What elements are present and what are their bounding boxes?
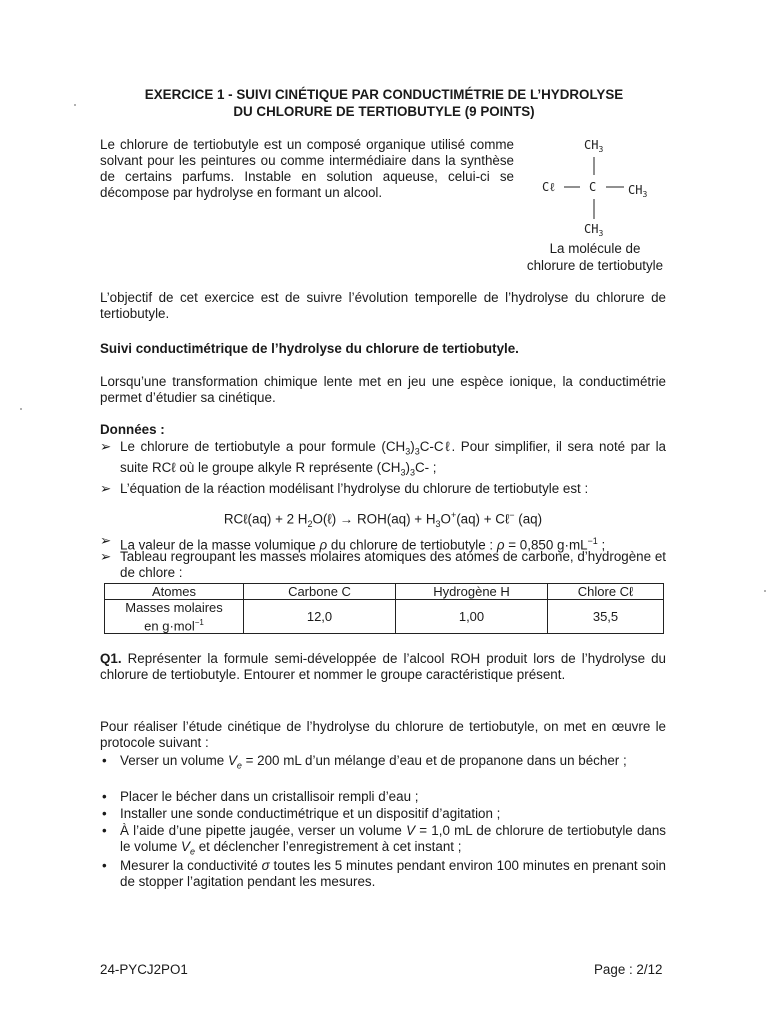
molecule-caption-line-2: chlorure de tertiobutyle (526, 258, 664, 273)
section-intro-paragraph: Lorsqu’une transformation chimique lente met en jeu une espèce ionique, la conductimétrie permet d’étudier sa cinétique. (100, 374, 666, 405)
protocol-step-1: • Verser un volume $V_e = 200$ mL d’un mélange d’eau et de propanone dans un bécher ; (102, 753, 627, 771)
intro-paragraph: Le chlorure de tertiobutyle est un composé organique utilisé comme solvant pour les peintures ou comme intermédiaire dans la synthèse de certains parfums. Instable en solution aqueuse, celui-ci se décompose par hydrolyse en formant un alcool. (100, 137, 514, 200)
donnees-item-formula-text: Le chlorure de tertiobutyle a pour formule $(CH_3)_3C-C\ell$. Pour simplifier, il sera noté par la suite RCℓ où le groupe alkyle R représente $(CH_3)_3C-$ ; (120, 439, 666, 478)
donnees-item-equation-text: L’équation de la réaction modélisant l’hydrolyse du chlorure de tertiobutyle est : (120, 481, 589, 496)
donnees-item-density (100, 533, 666, 553)
bullet-dot-icon: • (102, 753, 107, 768)
bullet-arrow-icon: ➢ (100, 439, 112, 454)
footer-code: 24-PYCJ2PO1 (100, 962, 188, 977)
bullet-arrow-icon: ➢ (100, 481, 112, 496)
footer-page-number: Page : 2/12 (594, 962, 663, 977)
molecule-structure (528, 133, 688, 243)
bullet-dot-icon: • (102, 806, 107, 821)
table-cell-hydrogene: 1,00 (396, 600, 548, 634)
protocol-step-5: • Mesurer la conductivité σ toutes les 5 minutes pendant environ 100 minutes en prenant soin de stopper l’agitation pendant les mesures. (102, 858, 666, 889)
molecule-caption-line-1: La molécule de (549, 241, 641, 256)
table-cell-carbone: 12,0 (244, 600, 396, 634)
donnees-item-table-intro (100, 549, 666, 581)
question-q1-label: Q1. (100, 651, 122, 666)
bullet-dot-icon: • (102, 789, 107, 804)
table-cell-chlore: 35,5 (548, 600, 664, 634)
molecule-top-group: $CH_3$ (584, 138, 604, 154)
scan-speck (764, 590, 766, 592)
protocol-intro: Pour réaliser l’étude cinétique de l’hydrolyse du chlorure de tertiobutyle, on met en œuvre le protocole suivant : (100, 719, 666, 750)
reaction-equation: RCℓ(aq) + 2 $H_2O(\ell) \to ROH(aq) + H_3O^+(aq)$ + Cℓ− (aq) (223, 510, 543, 530)
scan-speck (74, 104, 76, 106)
table-row-label: Masses molaires en g·mol$^{-1}$ (105, 600, 244, 634)
molecule-center-atom: C (589, 180, 597, 194)
table-header-atomes: Atomes (105, 584, 244, 600)
protocol-step-3: • Installer une sonde conductimétrique et un dispositif d’agitation ; (102, 806, 501, 821)
donnees-item-formula (100, 439, 666, 478)
bullet-dot-icon: • (102, 858, 107, 873)
donnees-item-table-intro-text: Tableau regroupant les masses molaires atomiques des atomes de carbone, d’hydrogène et de chlore : (120, 549, 666, 580)
exercise-title (60, 86, 708, 120)
table-header-chlore: Chlore Cℓ (548, 584, 664, 600)
molecule-caption (510, 240, 680, 274)
objective-paragraph: L’objectif de cet exercice est de suivre l’évolution temporelle de l’hydrolyse du chlorure de tertiobutyle. (100, 290, 666, 321)
protocol-step-4: • À l’aide d’une pipette jaugée, verser un volume V = 1,0 mL de chlorure de tertiobutyle dans le volume $V_e$ et déclencher l’enregistrement à cet instant ; (102, 823, 666, 857)
bullet-arrow-icon: ➢ (100, 533, 112, 548)
molecule-bottom-group: $CH_3$ (584, 222, 604, 238)
protocol-step-2: • Placer le bécher dans un cristallisoir rempli d’eau ; (102, 789, 419, 804)
table-row (105, 600, 664, 634)
molecule-right-group: $CH_3$ (628, 183, 648, 199)
donnees-heading: Données : (100, 422, 165, 437)
title-line-2: DU CHLORURE DE TERTIOBUTYLE (9 POINTS) (233, 104, 535, 119)
molecule-left-atom: Cℓ (542, 180, 555, 194)
bullet-arrow-icon: ➢ (100, 549, 112, 564)
scan-speck (20, 408, 22, 410)
title-line-1: EXERCICE 1 - SUIVI CINÉTIQUE PAR CONDUCTIMÉTRIE DE L’HYDROLYSE (144, 87, 624, 102)
table-header-carbone: Carbone C (244, 584, 396, 600)
bullet-dot-icon: • (102, 823, 107, 838)
donnees-item-density-text: La valeur de la masse volumique ρ du chlorure de tertiobutyle : ρ = 0,850 $g\cdot mL^{-1}$ ; (120, 536, 606, 553)
table-header-row (105, 584, 664, 600)
donnees-item-equation (100, 481, 666, 497)
molar-mass-table (104, 583, 664, 634)
question-q1-text: Représenter la formule semi-développée de l’alcool ROH produit lors de l’hydrolyse du chlorure de tertiobutyle. Entourer et nommer le groupe caractéristique présent. (100, 651, 666, 682)
table-header-hydrogene: Hydrogène H (396, 584, 548, 600)
question-q1 (100, 651, 666, 683)
section-heading: Suivi conductimétrique de l’hydrolyse du chlorure de tertiobutyle. (100, 341, 519, 356)
